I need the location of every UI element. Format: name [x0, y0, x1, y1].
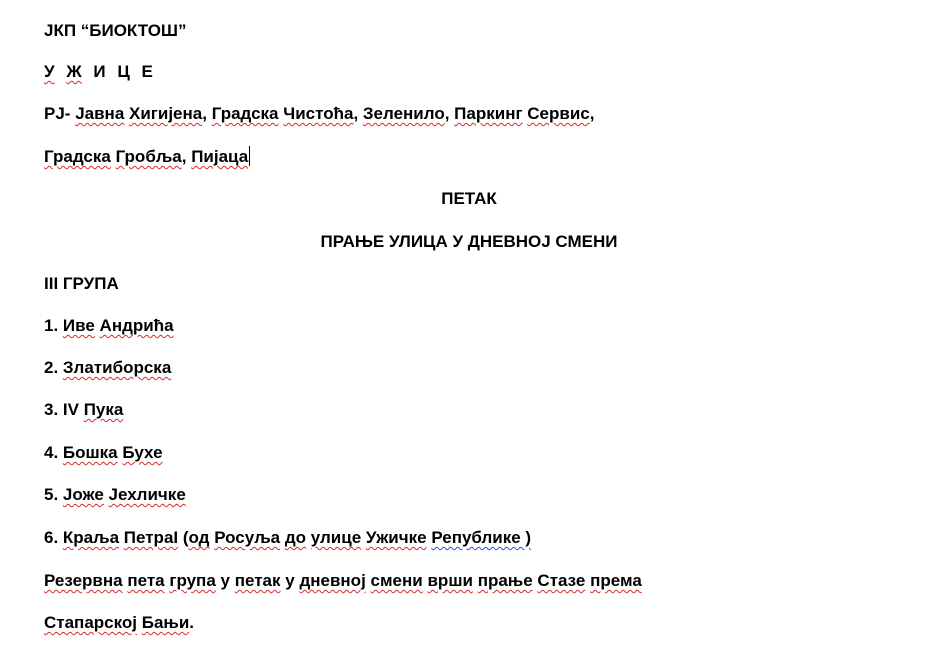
separator: ,: [444, 104, 455, 123]
street-item-6: [44, 528, 531, 548]
word: Стапарској: [44, 613, 138, 632]
word: Бухе: [122, 443, 163, 462]
word: Јоже: [62, 485, 104, 504]
subheading: ПРАЊЕ УЛИЦА У ДНЕВНОЈ СМЕНИ: [320, 232, 618, 251]
unit-line-2: [44, 146, 250, 166]
org-name: ЈКП “БИОКТОШ”: [44, 21, 187, 40]
word: Сервис: [527, 104, 590, 123]
separator: ,: [181, 147, 192, 166]
word: Гробља: [115, 147, 182, 166]
day-heading: ПЕТАК: [441, 189, 497, 208]
reserve-line-1: [44, 571, 642, 591]
word: од: [188, 528, 210, 547]
city-name: [44, 62, 153, 82]
word: Андрића: [99, 316, 174, 335]
paren: (: [178, 528, 189, 547]
unit-prefix: РЈ-: [44, 104, 76, 123]
reserve-line-2: [44, 613, 194, 633]
street-number: 1.: [44, 316, 63, 335]
word: Чистоћа: [283, 104, 354, 123]
word: Краља: [62, 528, 120, 547]
word: пета: [127, 571, 165, 590]
word: Хигијена: [129, 104, 203, 123]
word: Републике ): [431, 528, 532, 547]
period: .: [189, 613, 195, 632]
word: улице: [310, 528, 362, 547]
word: прање: [477, 571, 533, 590]
city-letter-1: У: [44, 62, 55, 81]
street-number: 5.: [44, 485, 63, 504]
street-item-4: [44, 443, 163, 463]
street-number: 6.: [44, 528, 63, 547]
word: Росуља: [214, 528, 281, 547]
word: Бањи: [141, 613, 190, 632]
text-cursor: [249, 146, 250, 166]
street-number: 3. IV: [44, 400, 84, 419]
word: Градска: [211, 104, 279, 123]
word: Пијаца: [191, 147, 249, 166]
word: Златиборска: [62, 358, 172, 377]
word: врши: [427, 571, 473, 590]
city-letter-2: Ж: [66, 62, 82, 81]
word: Јавна: [75, 104, 125, 123]
city-letter-3: И: [93, 62, 106, 81]
word: Пука: [83, 400, 124, 419]
word: Стазе: [537, 571, 586, 590]
city-letter-4: Ц: [117, 62, 130, 81]
word: смени: [370, 571, 423, 590]
word: ПетраI: [123, 528, 179, 547]
word: Ужичке: [365, 528, 427, 547]
word: Јехличке: [108, 485, 186, 504]
word: до: [284, 528, 307, 547]
word: у: [285, 571, 295, 590]
word: према: [590, 571, 642, 590]
street-number: 4.: [44, 443, 63, 462]
separator: ,: [353, 104, 363, 123]
word: петак: [234, 571, 281, 590]
word: група: [169, 571, 216, 590]
unit-line-1: [44, 104, 595, 124]
separator: ,: [589, 104, 595, 123]
street-item-5: [44, 485, 186, 505]
separator: ,: [202, 104, 212, 123]
word: Градска: [44, 147, 111, 166]
word: Паркинг: [454, 104, 523, 123]
street-item-1: [44, 316, 174, 336]
street-item-3: [44, 400, 123, 420]
word: Иве: [62, 316, 95, 335]
city-letter-5: Е: [141, 62, 153, 81]
word: Бошка: [62, 443, 118, 462]
street-number: 2.: [44, 358, 63, 377]
street-item-2: [44, 358, 171, 378]
group-heading: III ГРУПА: [44, 274, 119, 293]
word: дневној: [299, 571, 366, 590]
word: Зеленило: [362, 104, 445, 123]
word: Резервна: [44, 571, 123, 590]
word: у: [220, 571, 230, 590]
